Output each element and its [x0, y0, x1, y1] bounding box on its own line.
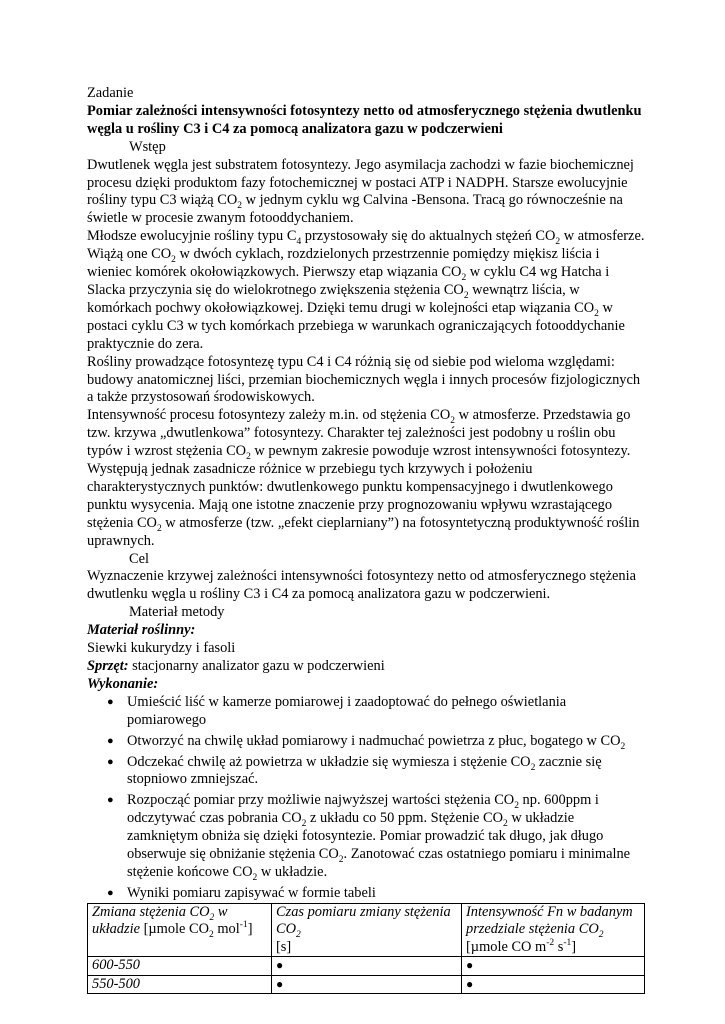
- equipment-label: Sprzęt:: [87, 658, 129, 674]
- table-row: [88, 957, 645, 976]
- procedure-steps: [87, 694, 647, 903]
- cell-range: 600-550: [88, 957, 272, 976]
- equipment-text: stacjonarny analizator gazu w podczerwieni: [128, 658, 385, 674]
- list-item: ● Odczekać chwilę aż powietrza w układzie się wymiesza i stężenie $CO_2$ zacznie się stopniowo zmniejszać.: [107, 753, 602, 788]
- equipment-line: [87, 658, 647, 676]
- cell-intensity: ●: [462, 975, 645, 994]
- bullet-icon: ●: [107, 794, 114, 807]
- header-cell-time: Czas pomiaru zmiany stężenia $CO_2$ [s]: [272, 903, 462, 957]
- bullet-icon: ●: [107, 695, 114, 708]
- task-heading: Zadanie: [87, 85, 134, 101]
- table-header-row: [88, 903, 645, 957]
- cell-range: 550-500: [88, 975, 272, 994]
- intro-paragraph-4: Intensywność procesu fotosyntezy zależy m.in. od stężenia $CO_2$ w atmosferze. Przedstawia go tzw. krzywa „dwutlenkowa” fotosyntezy. Charakter tej zależności jest podobny u roślin obu typów i wzrost stężenia $CO_2$ w pewnym zakresie powoduje wzrost intensywności fotosyntezy. Występują jednak zasadnicze różnice w przebiegu tych krzywych i położeniu charakterystycznych punktów: dwutlenkowego punktu kompensacyjnego i dwutlenkowego punktu wysycenia. Mają one istotne znaczenie przy prognozowaniu wpływu wzrastającego stężenia $CO_2$ w atmosferze (tzw. „efekt cieplarniany”) na fotosyntetyczną produktywność roślin uprawnych.: [87, 407, 640, 549]
- intro-paragraph-2: Młodsze ewolucyjnie rośliny typu $C_4$ przystosowały się do aktualnych stężeń $CO_2$ w atmosferze. Wiążą one $CO_2$ w dwóch cyklach, rozdzielonych przestrzennie pomiędzy miękisz liścia i wieniec komórek okołowiązkowych. Pierwszy etap wiązania $CO_2$ w cyklu C4 wg Hatcha i Slacka przyczynia się do wielokrotnego zwiększenia stężenia $CO_2$ wewnątrz liścia, w komórkach pochwy okołowiązkowej. Dzięki temu drugi w kolejności etap wiązania $CO_2$ w postaci cyklu C3 w tych komórkach przebiega w warunkach ograniczających fotooddychanie praktycznie do zera.: [87, 228, 645, 352]
- methods-heading: Materiał metody: [129, 604, 225, 621]
- results-table: [87, 903, 645, 995]
- document-title: Pomiar zależności intensywności fotosyntezy netto od atmosferycznego stężenia dwutlenku węgla u rośliny C3 i C4 za pomocą analizatora gazu w podczerwieni: [87, 102, 642, 137]
- bullet-icon: ●: [107, 886, 114, 899]
- list-item: ● Rozpocząć pomiar przy możliwie najwyższej wartości stężenia $CO_2$ np. 600ppm i odczytywać czas pobrania $CO_2$ z układu co 50 ppm. Stężenie $CO_2$ w układzie zamkniętym obniża się dzięki fotosyntezie. Pomiar prowadzić tak długo, jak długo obserwuje się obniżanie stężenia $CO_2$. Zanotować czas ostatniego pomiaru i minimalne stężenie końcowe $CO_2$ w układzie.: [107, 792, 631, 883]
- header-cell-intensity: Intensywność Fn w badanym przedziale stężenia $CO_2$ [µmole CO $m^{-2}$ $s^{-1}$]: [462, 903, 645, 957]
- intro-paragraph-1: Dwutlenek węgla jest substratem fotosyntezy. Jego asymilacja zachodzi w fazie biochemicznej procesu dzięki produktom fazy fotochemicznej w postaci ATP i NADPH. Starsze ewolucyjnie rośliny typu C3 wiążą $CO_2$ w jednym cyklu wg Calvina -Bensona. Tracą go równocześnie na świetle w procesie zwanym fotooddychaniem.: [87, 156, 634, 227]
- list-item: ● Umieścić liść w kamerze pomiarowej i zaadoptować do pełnego oświetlania pomiarowego: [107, 693, 567, 728]
- cell-time: ●: [272, 957, 462, 976]
- intro-heading: Wstęp: [129, 138, 166, 155]
- cell-intensity: ●: [462, 957, 645, 976]
- plant-material-label: Materiał roślinny:: [87, 622, 196, 639]
- document-page: [87, 85, 647, 994]
- cell-time: ●: [272, 975, 462, 994]
- table-row: [88, 975, 645, 994]
- goal-heading: Cel: [129, 550, 149, 567]
- procedure-label: Wykonanie:: [87, 675, 159, 692]
- list-item: ● Wyniki pomiaru zapisywać w formie tabeli: [107, 884, 376, 901]
- goal-text: Wyznaczenie krzywej zależności intensywności fotosyntezy netto od atmosferycznego stężenia dwutlenku węgla u rośliny C3 i C4 za pomocą analizatora gazu w podczerwieni.: [87, 568, 636, 603]
- bullet-icon: ●: [107, 755, 114, 768]
- list-item: ● Otworzyć na chwilę układ pomiarowy i nadmuchać powietrza z płuc, bogatego w $CO_2$: [107, 732, 626, 752]
- bullet-icon: ●: [107, 734, 114, 747]
- header-cell-concentration: Zmiana stężenia $CO_2$ w układzie [µmole $CO_2$ mol$^{-1}$]: [88, 903, 272, 957]
- intro-paragraph-3: Rośliny prowadzące fotosyntezę typu C4 i C4 różnią się od siebie pod wieloma względami: budowy anatomicznej liści, przemian biochemicznych węgla i innych procesów fizjologicznych a także przystosowań środowiskowych.: [87, 353, 641, 406]
- plant-material-text: Siewki kukurydzy i fasoli: [87, 640, 236, 657]
